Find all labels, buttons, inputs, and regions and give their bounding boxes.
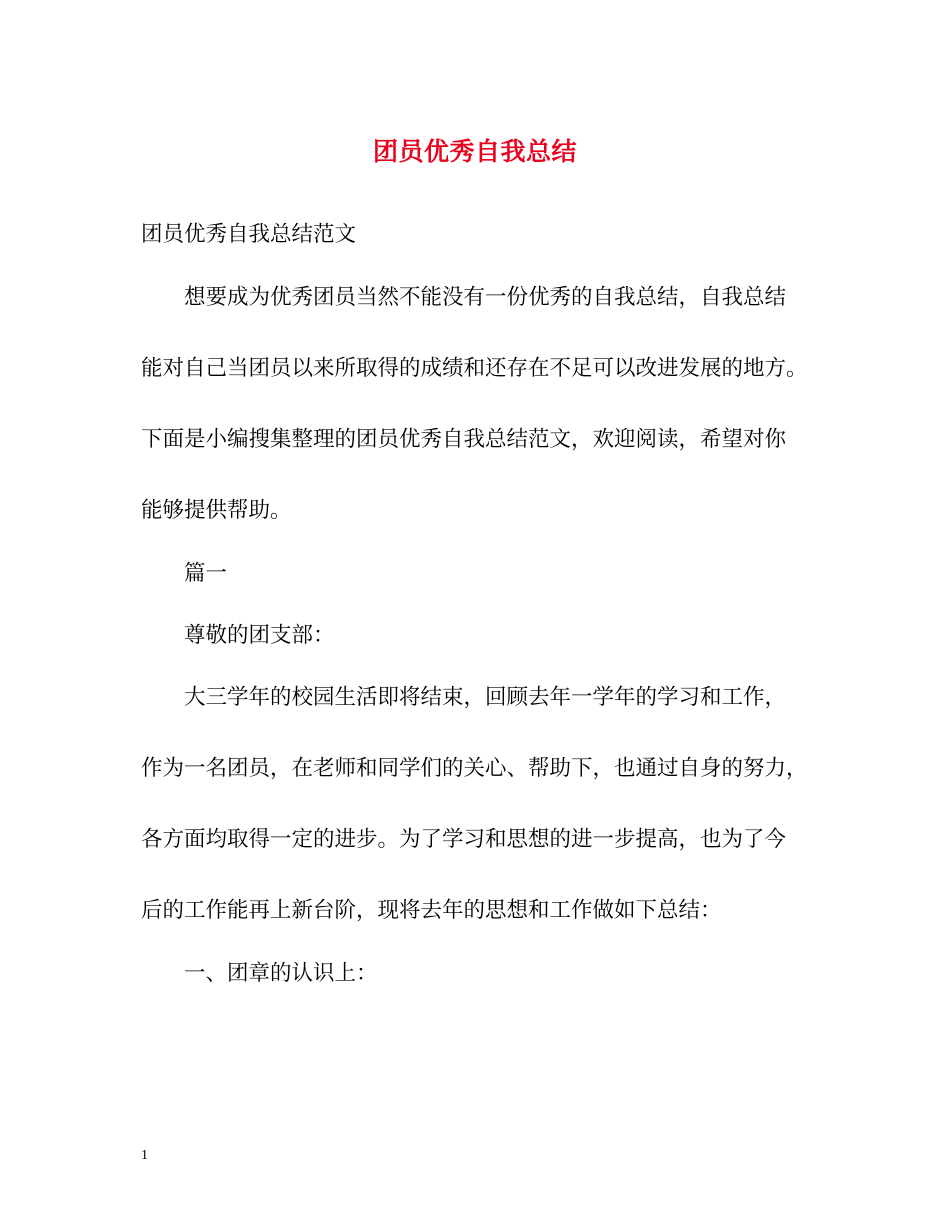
document-title: 团员优秀自我总结 — [372, 137, 577, 166]
intro-line-2: 能对自己当团员以来所取得的成绩和还存在不足可以改进发展的地方。 — [141, 356, 808, 381]
intro-line-4: 能够提供帮助。 — [141, 498, 292, 523]
page-number: 1 — [141, 1148, 148, 1163]
body-line-4: 后的工作能再上新台阶，现将去年的思想和工作做如下总结： — [141, 898, 722, 923]
body-line-2: 作为一名团员，在老师和同学们的关心、帮助下，也通过自身的努力， — [141, 756, 808, 781]
body-line-1: 大三学年的校园生活即将结束，回顾去年一学年的学习和工作， — [184, 685, 787, 710]
document-subtitle: 团员优秀自我总结范文 — [141, 222, 357, 247]
section-heading-1: 一、团章的认识上： — [184, 961, 378, 986]
intro-line-1: 想要成为优秀团员当然不能没有一份优秀的自我总结，自我总结 — [184, 285, 787, 310]
body-line-3: 各方面均取得一定的进步。为了学习和思想的进一步提高，也为了今 — [141, 827, 787, 852]
section-label: 篇一 — [184, 561, 228, 586]
intro-line-3: 下面是小编搜集整理的团员优秀自我总结范文，欢迎阅读，希望对你 — [141, 427, 787, 452]
salutation: 尊敬的团支部： — [184, 623, 335, 648]
